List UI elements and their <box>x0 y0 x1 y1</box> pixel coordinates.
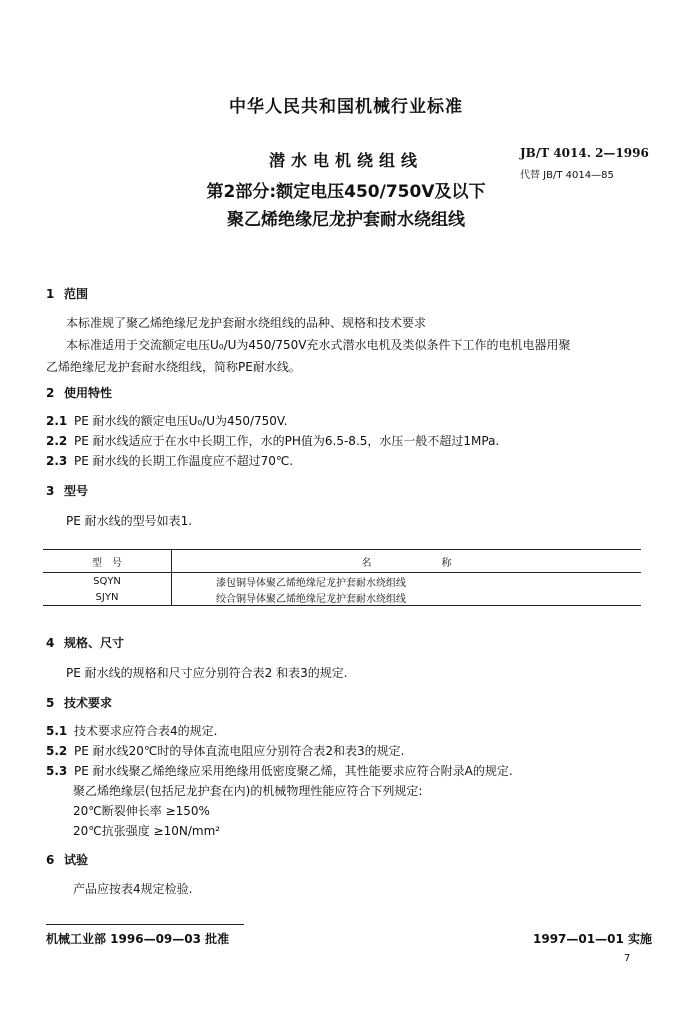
paragraph: 本标准规了聚乙烯绝缘尼龙护套耐水绕组线的品种、规格和技术要求 <box>66 316 427 330</box>
clause-number: 5.2 <box>46 744 68 758</box>
clause-2-2 <box>46 432 499 449</box>
clause-text: PE 耐水线适应于在水中长期工作，水的PH值为6.5-8.5，水压一般不超过1MPa. <box>74 434 500 448</box>
clause-text: PE 耐水线的长期工作温度应不超过70℃. <box>74 454 294 468</box>
paragraph: PE 耐水线的规格和尺寸应分别符合表2 和表3的规定. <box>66 666 348 680</box>
clause-2-3 <box>46 452 293 469</box>
table-header-row <box>43 550 641 573</box>
clause-number: 5.1 <box>46 724 68 738</box>
section-number: 6 <box>46 853 55 867</box>
table-cell: SJYN <box>43 589 172 606</box>
section-title: 范围 <box>64 287 89 301</box>
table-row <box>43 589 641 606</box>
spec-elongation: 20℃断裂伸长率 ≥150% <box>73 804 210 818</box>
section-title: 型号 <box>64 484 89 498</box>
paragraph: PE 耐水线的型号如表1. <box>66 514 193 528</box>
spec-tensile-strength: 20℃抗张强度 ≥10N/mm² <box>73 824 221 838</box>
clause-text: PE 耐水线的额定电压U₀/U为450/750V. <box>74 414 288 428</box>
section-1-heading <box>46 285 88 302</box>
doc-subtitle: 第2部分:额定电压450/750V及以下 <box>206 182 486 202</box>
paragraph: 产品应按表4规定检验. <box>73 882 193 896</box>
section-number: 1 <box>46 287 55 301</box>
approval-line: 机械工业部 1996—09—03 批准 <box>46 932 230 946</box>
section-number: 2 <box>46 386 55 400</box>
section-6-heading <box>46 851 88 868</box>
section-title: 使用特性 <box>64 386 113 400</box>
paragraph: 聚乙烯绝缘层(包括尼龙护套在内)的机械物理性能应符合下列规定: <box>73 784 423 798</box>
table-cell: SQYN <box>43 573 172 590</box>
standard-code: JB/T 4014. 2—1996 <box>520 146 649 160</box>
clause-5-1 <box>46 722 217 739</box>
section-2-heading <box>46 384 112 401</box>
section-number: 4 <box>46 636 55 650</box>
implementation-date: 1997—01—01 实施 <box>533 932 652 946</box>
clause-text: PE 耐水线20℃时的导体直流电阻应分别符合表2和表3的规定. <box>74 744 405 758</box>
section-4-heading <box>46 634 124 651</box>
section-5-heading <box>46 694 112 711</box>
section-3-heading <box>46 482 88 499</box>
clause-5-3 <box>46 762 513 779</box>
paragraph: 乙烯绝缘尼龙护套耐水绕组线，简称PE耐水线。 <box>46 360 301 374</box>
clause-5-2 <box>46 742 404 759</box>
footer-divider <box>46 924 244 925</box>
clause-number: 5.3 <box>46 764 68 778</box>
table-cell: 漆包铜导体聚乙烯绝缘尼龙护套耐水绕组线 <box>216 577 406 589</box>
table-header-cell: 型 号 <box>43 550 172 573</box>
model-table <box>43 549 641 606</box>
clause-number: 2.1 <box>46 414 68 428</box>
section-title: 技术要求 <box>64 696 113 710</box>
section-number: 5 <box>46 696 55 710</box>
clause-2-1 <box>46 412 287 429</box>
table-row <box>43 573 641 590</box>
doc-subtitle-2: 聚乙烯绝缘尼龙护套耐水绕组线 <box>227 210 465 230</box>
paragraph: 本标准适用于交流额定电压U₀/U为450/750V充水式潜水电机及类似条件下工作的电机电器用聚 <box>66 338 571 352</box>
section-title: 试验 <box>64 853 89 867</box>
table-cell: 绞合铜导体聚乙烯绝缘尼龙护套耐水绕组线 <box>172 589 642 606</box>
standard-category: 中华人民共和国机械行业标准 <box>229 97 463 117</box>
clause-text: PE 耐水线聚乙烯绝缘应采用绝缘用低密度聚乙烯，其性能要求应符合附录A的规定. <box>74 764 513 778</box>
doc-title: 潜水电机绕组线 <box>268 151 423 170</box>
table-header-cell: 名 称 <box>172 550 642 573</box>
clause-number: 2.2 <box>46 434 68 448</box>
page-number: 7 <box>624 953 631 964</box>
clause-number: 2.3 <box>46 454 68 468</box>
clause-text: 技术要求应符合表4的规定. <box>74 724 218 738</box>
replaces-code: 代替 JB/T 4014—85 <box>520 170 614 181</box>
section-number: 3 <box>46 484 55 498</box>
section-title: 规格、尺寸 <box>64 636 125 650</box>
